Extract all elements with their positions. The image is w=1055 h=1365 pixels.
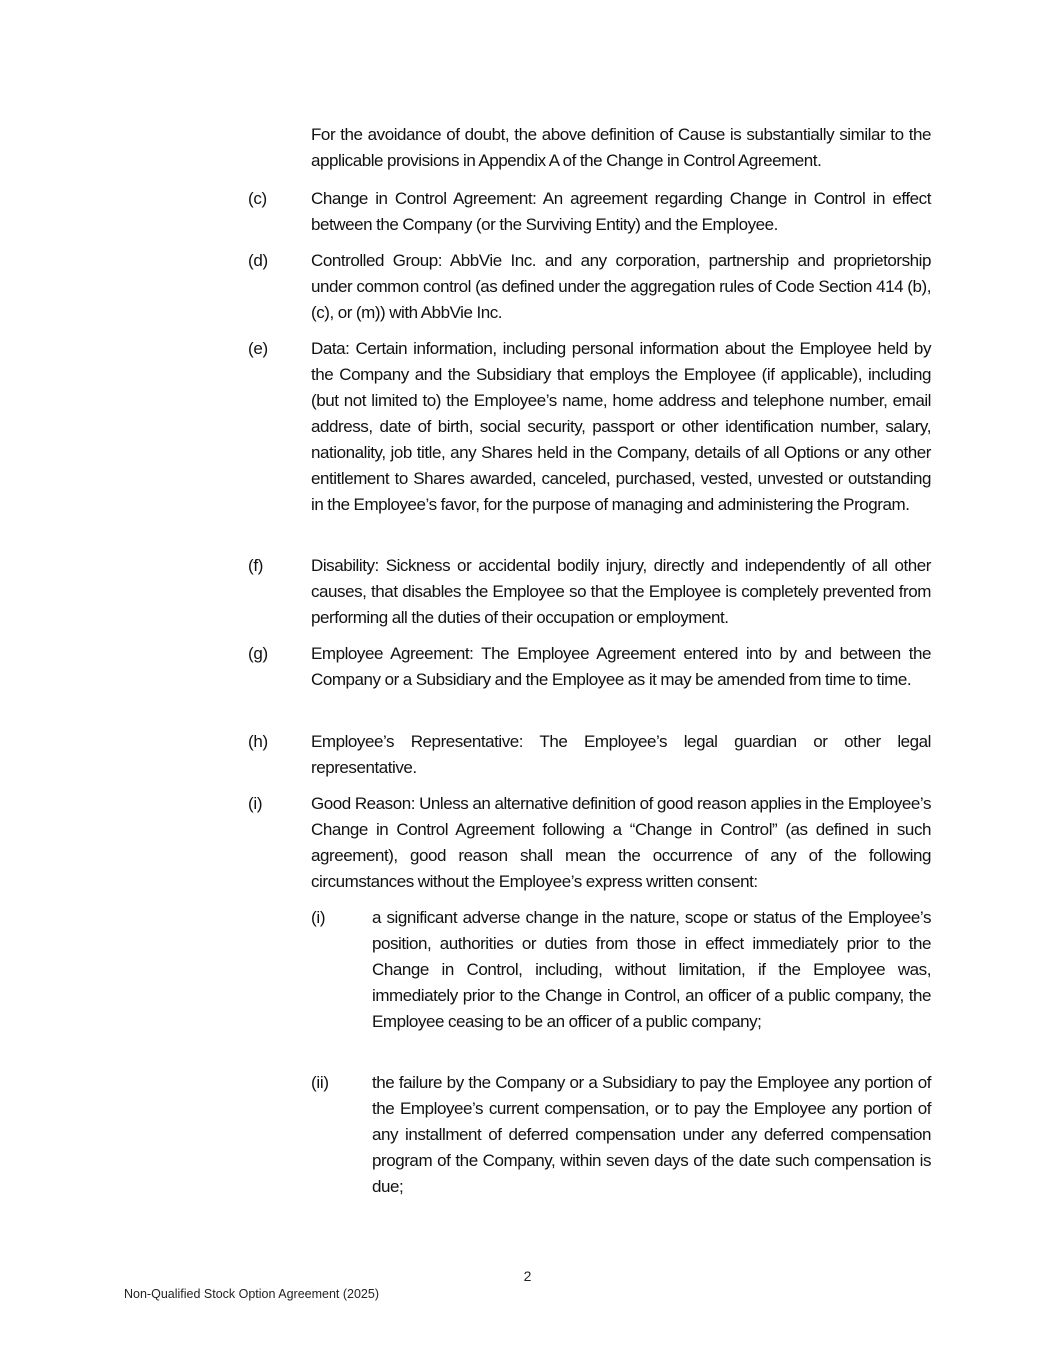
- definition-i: [248, 791, 931, 895]
- good-reason-subitem-i: [311, 905, 931, 1035]
- definition-text: Change in Control Agreement: An agreement regarding Change in Control in effect between the Company (or the Surviving Entity) and the Employee.: [311, 189, 931, 234]
- good-reason-subitem-ii: [311, 1070, 931, 1200]
- definition-text: Disability: Sickness or accidental bodily injury, directly and independently of all other causes, that disables the Employee so that the Employee is completely prevented from performing all the duties of their occupation or employment.: [311, 556, 931, 627]
- footer-document-title: Non-Qualified Stock Option Agreement (2025): [124, 1287, 379, 1301]
- definition-label: (e): [248, 339, 268, 358]
- subitem-text: the failure by the Company or a Subsidiary to pay the Employee any portion of the Employee’s current compensation, or to pay the Employee any portion of any installment of deferred compensation under any deferred compensation program of the Company, within seven days of the date such compensation is due;: [372, 1073, 931, 1196]
- definition-g: [248, 641, 931, 693]
- definition-d: [248, 248, 931, 326]
- subitem-label: (ii): [311, 1073, 329, 1092]
- definition-h: [248, 729, 931, 781]
- definition-label: (i): [248, 794, 263, 813]
- intro-paragraph: For the avoidance of doubt, the above definition of Cause is substantially similar to the applicable provisions in Appendix A of the Change in Control Agreement.: [311, 125, 931, 170]
- subitem-text: a significant adverse change in the nature, scope or status of the Employee’s position, authorities or duties from those in effect immediately prior to the Change in Control, including, without limitation, if the Employee was, immediately prior to the Change in Control, an officer of a public company, the Employee ceasing to be an officer of a public company;: [372, 908, 931, 1031]
- definition-label: (g): [248, 644, 268, 663]
- definition-label: (f): [248, 556, 264, 575]
- definition-label: (d): [248, 251, 268, 270]
- definition-label: (c): [248, 189, 267, 208]
- definition-text: Employee’s Representative: The Employee’s legal guardian or other legal representative.: [311, 732, 931, 777]
- definition-text: Data: Certain information, including personal information about the Employee held by the Company and the Subsidiary that employs the Employee (if applicable), including (but not limited to) the Employee’s name, home address and telephone number, email address, date of birth, social security, passport or other identification number, salary, nationality, job title, any Shares held in the Company, details of all Options or any other entitlement to Shares awarded, canceled, purchased, vested, unvested or outstanding in the Employee’s favor, for the purpose of managing and administering the Program.: [311, 339, 931, 514]
- definition-text: Controlled Group: AbbVie Inc. and any corporation, partnership and proprietorship under common control (as defined under the aggregation rules of Code Section 414 (b), (c), or (m)) with AbbVie Inc.: [311, 251, 931, 322]
- definition-c: [248, 186, 931, 238]
- definition-f: [248, 553, 931, 631]
- subitem-label: (i): [311, 908, 326, 927]
- page-number: 2: [523, 1268, 532, 1284]
- definition-text: Employee Agreement: The Employee Agreement entered into by and between the Company or a Subsidiary and the Employee as it may be amended from time to time.: [311, 644, 931, 689]
- definition-label: (h): [248, 732, 268, 751]
- definition-text: Good Reason: Unless an alternative definition of good reason applies in the Employee’s Change in Control Agreement following a “Change in Control” (as defined in such agreement), good reason shall mean the occurrence of any of the following circumstances without the Employee’s express written consent:: [311, 794, 931, 891]
- definition-e: [248, 336, 931, 518]
